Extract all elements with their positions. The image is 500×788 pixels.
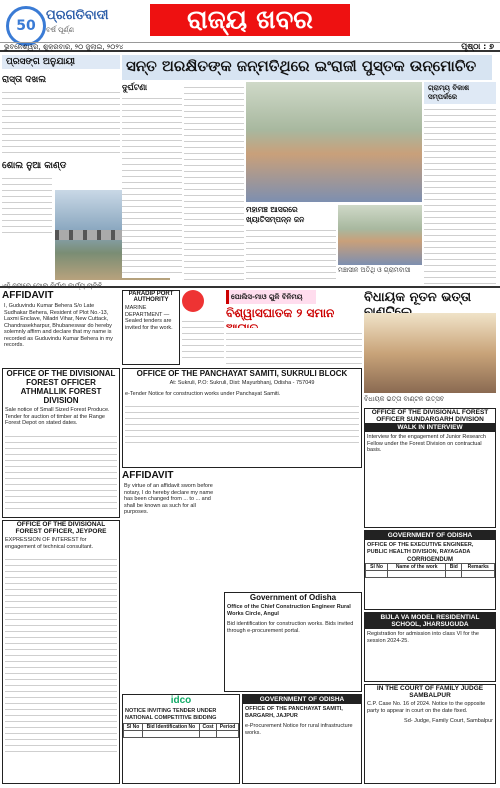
anniversary-logo: 50 <box>6 6 46 46</box>
table-header: Sl No <box>124 724 143 731</box>
table-header: Remarks <box>462 564 495 571</box>
table-header: Name of the work <box>388 564 446 571</box>
notice-text-block <box>5 431 117 511</box>
left-headline-1: ରାସ୍ତା ଦଖଲ <box>2 75 47 85</box>
port-notice <box>122 290 180 365</box>
main-story-text <box>122 82 182 282</box>
bargarh-title: GOVERNMENT OF ODISHA <box>243 695 361 704</box>
angul-sub: Office of the Chief Construction Engineer Rural Works Circle, Angul <box>227 604 351 617</box>
article-text-block <box>226 328 362 366</box>
table-header: Bid Identification No <box>142 724 199 731</box>
mla-photo-caption: ବିଧାୟକ ଭତ୍ତା ବାଣ୍ଟନ ଉତ୍ସବ <box>364 395 445 403</box>
bargarh-notice <box>242 694 362 784</box>
school-title: BIJLA VA MODEL RESIDENTIAL SCHOOL, JHARSUGUDA <box>365 613 495 629</box>
left-headline-2: ଶୋଲ ନୁଆ କାଣ୍ଡ <box>2 161 67 171</box>
idco-body: NOTICE INVITING TENDER UNDER NATIONAL COMPETITIVE BIDDING <box>125 708 217 721</box>
angul-title: Government of Odisha <box>249 593 337 602</box>
row2-headline-1-box <box>226 306 362 326</box>
affidavit-2-body: By virtue of an affidavit sworn before notary, I do hereby declare my name has been changed from ... to ... and shall be known as such for all purposes. <box>124 483 214 515</box>
notice-text-block <box>5 554 117 754</box>
page-number: ପୃଷ୍ଠା : ୭ <box>461 42 494 51</box>
sun-icon <box>182 290 204 312</box>
sundargarh-notice <box>364 408 496 528</box>
section-title: ରାଜ୍ୟ ଖବର <box>150 4 350 36</box>
masthead <box>0 0 500 52</box>
rayagada-title: GOVERNMENT OF ODISHA <box>365 531 495 540</box>
jeypore-body: EXPRESSION OF INTEREST for engagement of technical consultant. <box>5 537 94 550</box>
sukruli-title: OFFICE OF THE PANCHAYAT SAMITI, SUKRULI BLOCK <box>136 369 348 378</box>
idco-notice <box>122 694 240 784</box>
article-text-block <box>246 225 336 280</box>
angul-notice <box>224 592 362 692</box>
article-text-block <box>424 104 496 289</box>
court-title: IN THE COURT OF FAMILY JUDGE SAMBALPUR <box>376 685 484 699</box>
brand-subtitle: ବର୍ଷ ପୂର୍ଣ୍ଣ <box>46 26 74 34</box>
sundargarh-body: Interview for the engagement of Junior Research Fellow under the Forest Division on contractual basis. <box>367 434 486 453</box>
inset-headline: ମହାମଞ୍ଚ ଆସରରେ ଖ୍ୟାତିସମ୍ପନ୍ନ ଜନ <box>246 205 305 224</box>
court-body: C.P. Case No. 16 of 2024. Notice to the opposite party to appear in court on the date fixed. <box>367 701 486 714</box>
sundargarh-title: OFFICE OF THE DIVISIONAL FOREST OFFICER SUNDARGARH DIVISION <box>371 409 489 423</box>
main-headline: ସନ୍ତ ଅରକ୍ଷିତଙ୍କ ଜନ୍ମତିଥିରେ ଇଂରାଜୀ ପୁସ୍ତକ ଉନ୍ମୋଚିତ <box>126 57 477 75</box>
table-header: Period <box>217 724 239 731</box>
school-notice <box>364 612 496 682</box>
affidavit-2-title: AFFIDAVIT <box>122 470 174 481</box>
athmallik-body: Sale notice of Small Sized Forest Produce. Tender for auction of timber at the Range Forest Depot on stated dates. <box>5 407 110 426</box>
rayagada-sub: OFFICE OF THE EXECUTIVE ENGINEER, PUBLIC HEALTH DIVISION, RAYAGADA <box>367 542 474 555</box>
notice-text-block <box>125 401 359 446</box>
main-headline-band <box>122 55 492 80</box>
main-subhead-1: ଦୁର୍ଘଟଣା <box>122 82 148 92</box>
row2-headline-2-box <box>364 290 496 312</box>
athmallik-notice <box>2 368 120 518</box>
affidavit-body: I, Guduvindu Kumar Behera S/o Late Sudhakar Behera, Resident of Plot No.-13, Laxmi Enclave, Niladri Vihar, New Cuttack, Chandrasekharpur, Bhubaneswar do hereby solemnly affirm and declare that my name is recorded as Guduvindu Kumar Behera in my records. <box>4 303 113 348</box>
sukruli-body: e-Tender Notice for construction works under Panchayat Samiti. <box>125 390 281 397</box>
dateline: ଭୁବନେଶ୍ୱର, ଶୁକ୍ରବାର, ୨୦ ଜୁଲାଇ, ୨୦୨୪ <box>4 43 124 51</box>
inset-photo-caption: ମଞ୍ଚାସୀନ ଅତିଥି ଓ ଗ୍ରାମବାସୀ <box>338 266 411 274</box>
weather-box <box>182 290 224 365</box>
article-text-block <box>2 87 120 157</box>
athmallik-title: OFFICE OF THE DIVISIONAL FOREST OFFICER ATHMALLIK FOREST DIVISION <box>6 369 116 405</box>
port-notice-title: PARADIP PORT AUTHORITY <box>128 291 174 303</box>
sukruli-notice <box>122 368 362 468</box>
port-notice-body: MARINE DEPARTMENT — Sealed tenders are invited for the work. <box>125 305 173 331</box>
jeypore-notice <box>2 520 120 784</box>
rayagada-notice <box>364 530 496 610</box>
article-text-block <box>184 82 244 282</box>
badge-text: ପୋଲିସ-ମାଓ ଗୁଳି ବିନିମୟ <box>231 292 303 301</box>
sundargarh-subhead: WALK IN INTERVIEW <box>365 423 495 432</box>
right-column-tag: ଗ୍ରାମ୍ୟ ବିକାଶ ସମ୍ପର୍କରେ <box>424 82 496 104</box>
idco-table <box>123 723 239 738</box>
main-story-text-2 <box>184 82 244 282</box>
newspaper-brand: ପ୍ରଗତିବାଦୀ <box>46 8 109 23</box>
affidavit-2 <box>122 470 222 590</box>
right-column <box>424 82 496 282</box>
court-sign: Sd- Judge, Family Court, Sambalpur <box>404 718 493 724</box>
article-text-block <box>122 93 182 278</box>
left-column-tag: ପ୍ରସଙ୍ଗ ଅନୁଯାୟୀ <box>2 55 120 69</box>
bargarh-sub: OFFICE OF THE PANCHAYAT SAMITI, BARGARH, JAJPUR <box>245 706 343 719</box>
table-header: Bid <box>446 564 462 571</box>
badge-box <box>226 290 316 304</box>
main-story-photo <box>246 82 422 202</box>
bargarh-body: e-Procurement Notice for rural infrastructure works. <box>245 723 353 736</box>
inset-photo <box>338 205 422 265</box>
row2-headline-2: ବିଧାୟକ ନୂତନ ଭତ୍ତା <box>364 290 472 305</box>
rayagada-corrigendum: CORRIGENDUM <box>407 557 453 563</box>
table-header: Cost <box>199 724 216 731</box>
idco-logo: idco <box>170 695 192 706</box>
inset-box <box>246 205 336 283</box>
rayagada-table <box>365 563 495 578</box>
sukruli-sub: At: Sukruli, P.O: Sukruli, Dist: Mayurbhanj, Odisha - 757049 <box>169 380 315 386</box>
section-divider <box>0 286 500 288</box>
jeypore-title: OFFICE OF THE DIVISIONAL FOREST OFFICER, JEYPORE <box>15 521 107 535</box>
school-body: Registration for admission into class VI for the session 2024-25. <box>367 631 479 644</box>
angul-body: Bid identification for construction works. Bids invited through e-procurement portal. <box>227 621 354 634</box>
mla-photo <box>364 313 496 393</box>
article-text-block <box>2 173 52 233</box>
court-notice <box>364 684 496 784</box>
table-header: Sl No <box>366 564 388 571</box>
weather-text <box>182 316 224 361</box>
affidavit-title: AFFIDAVIT <box>2 290 54 301</box>
row2-headline-1: ବିଶ୍ୱାସଘାତକ ୨ ସମାନ <box>226 306 335 320</box>
